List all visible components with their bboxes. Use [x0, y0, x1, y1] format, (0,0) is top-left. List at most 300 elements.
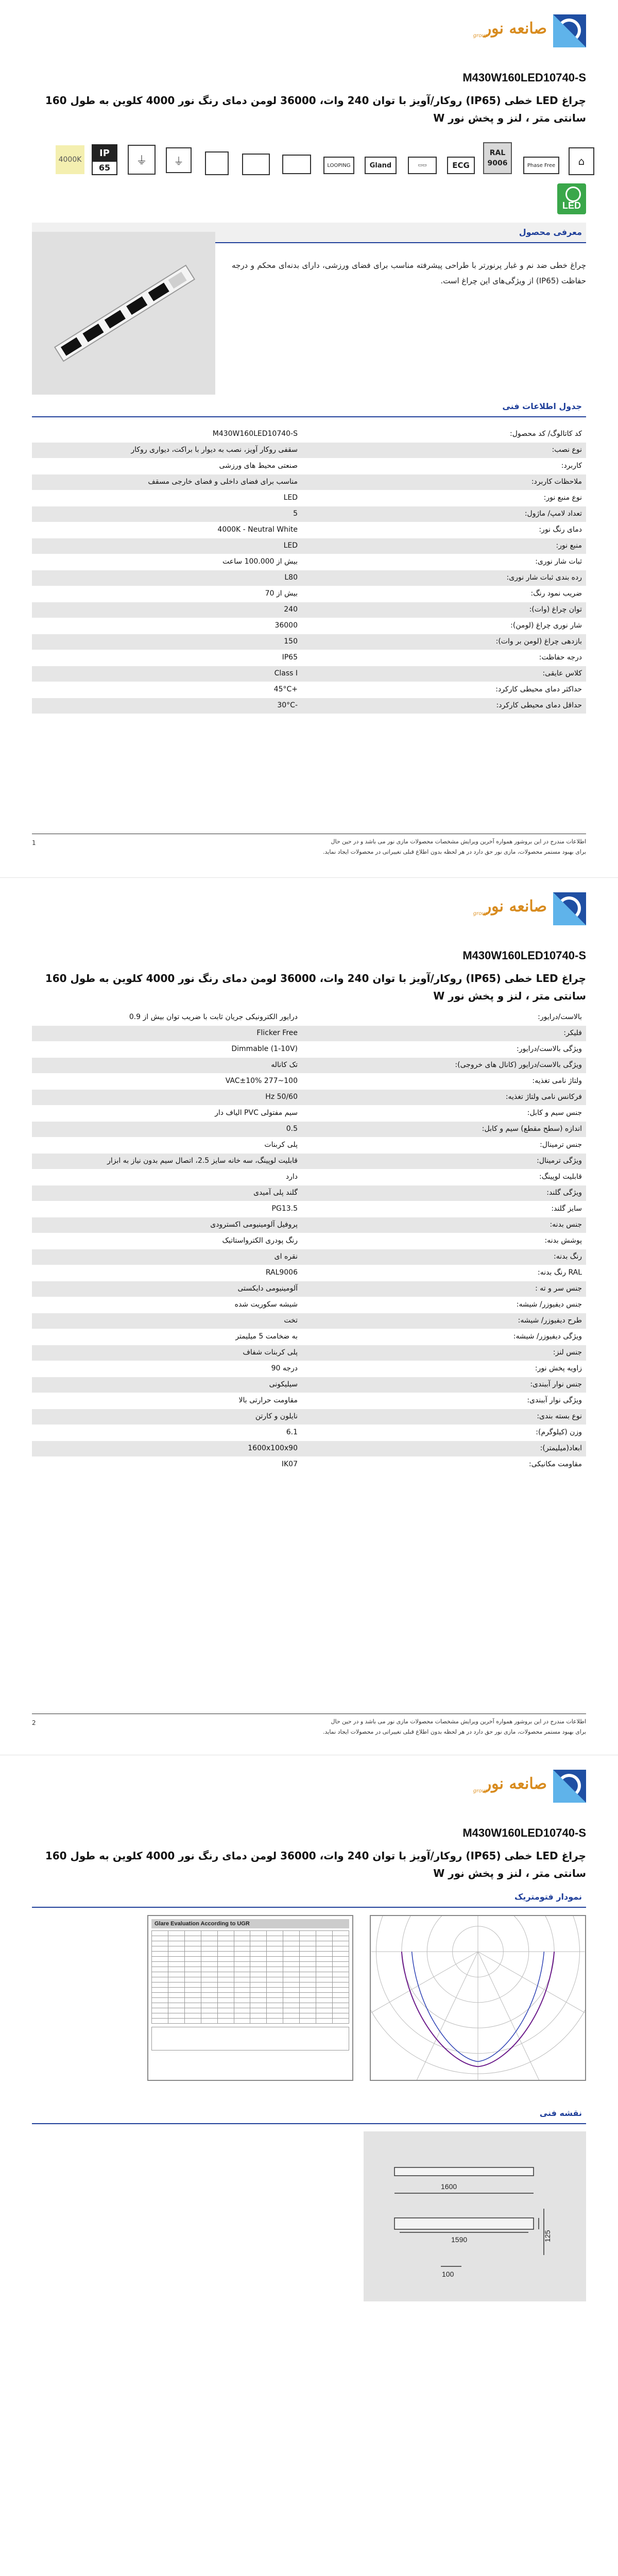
product-code: M430W160LED10740-S: [462, 71, 586, 84]
glare-cell: [234, 1941, 250, 1946]
glare-cell: [201, 2003, 217, 2008]
spec-value: قابلیت لوپینگ، سه خانه سایز 2.5، اتصال سیم بدون نیاز به ابزار: [107, 1157, 298, 1165]
glare-cell: [316, 1998, 333, 2003]
glare-cell: [217, 2003, 234, 2008]
spec-label: ابعاد(میلیمتر):: [540, 1444, 582, 1452]
glare-row: [152, 1993, 349, 1998]
glare-cell: [283, 1936, 300, 1941]
glare-cell: [267, 1988, 283, 1993]
spec-label: ضریب نمود رنگ:: [530, 589, 582, 598]
spec-row: [32, 1233, 586, 1249]
glare-cell: [168, 1993, 184, 1998]
glare-cell: [267, 1946, 283, 1952]
brand-tagline: group: [473, 33, 488, 39]
glare-cell: [184, 1946, 201, 1952]
spec-row: [32, 1026, 586, 1042]
spec-label: نوع نصب:: [552, 446, 582, 454]
phase-free-icon: Phase Free: [523, 157, 559, 174]
glare-cell: [267, 1977, 283, 1982]
spec-label: حداقل دمای محیطی کارکرد:: [496, 701, 582, 709]
glare-cell: [184, 1936, 201, 1941]
technical-drawing: [364, 2131, 586, 2301]
led-icon: LED: [557, 183, 586, 214]
glare-table-title: Glare Evaluation According to UGR: [151, 1919, 349, 1928]
glare-cell: [201, 1931, 217, 1936]
glare-cell: [250, 2013, 267, 2019]
spec-value: L80: [284, 573, 298, 582]
spec-row: [32, 1122, 586, 1138]
glare-cell: [217, 1946, 234, 1952]
glare-cell: [201, 1936, 217, 1941]
glare-cell: [217, 2019, 234, 2024]
spec-value: 100~277 VAC±10%: [225, 1077, 298, 1085]
spec-row: [32, 490, 586, 506]
glare-row: [152, 1967, 349, 1972]
spec-row: [32, 1170, 586, 1185]
glare-cell: [300, 1982, 316, 1988]
spec-label: RAL رنگ بدنه:: [538, 1268, 582, 1277]
looping-icon: LOOPING: [323, 157, 354, 174]
glare-cell: [300, 1931, 316, 1936]
spec-label: اندازه (سطح مقطع) سیم و کابل:: [482, 1125, 582, 1133]
glare-cell: [168, 2013, 184, 2019]
section-photometric: [32, 1887, 586, 1908]
spec-value: درجه 90: [271, 1364, 298, 1372]
glare-cell: [283, 2019, 300, 2024]
glare-grid: [151, 1930, 349, 2024]
glare-cell: [283, 1982, 300, 1988]
glare-cell: [300, 1998, 316, 2003]
glare-cell: [217, 1998, 234, 2003]
glare-cell: [250, 1967, 267, 1972]
spec-value: پروفیل آلومینیومی اکسترودی: [210, 1221, 298, 1229]
glare-cell: [283, 1977, 300, 1982]
glare-row: [152, 1952, 349, 1957]
spec-label: ویژگی بالاست/درایور (کانال های خروجی):: [455, 1061, 582, 1069]
glare-cell: [234, 2003, 250, 2008]
spec-table-2: [32, 1010, 586, 1473]
spec-row: [32, 1425, 586, 1441]
spec-label: ویژگی ترمینال:: [537, 1157, 582, 1165]
spec-value: نایلون و کارتن: [255, 1412, 298, 1420]
glare-cell: [217, 2008, 234, 2013]
spec-value: درایور الکترونیکی جریان ثابت با ضریب توان بیش از 0.9: [129, 1013, 298, 1021]
spec-value: سیلیکونی: [269, 1380, 298, 1388]
glare-cell: [152, 2019, 168, 2024]
spec-value: IP65: [282, 653, 298, 662]
glare-cell: [184, 1962, 201, 1967]
glare-cell: [250, 2008, 267, 2013]
glare-cell: [168, 1962, 184, 1967]
glare-cell: [201, 2008, 217, 2013]
glare-row: [152, 2013, 349, 2019]
spec-label: بالاست/درایور:: [538, 1013, 582, 1021]
glare-cell: [300, 1952, 316, 1957]
spec-label: توان چراغ (وات):: [529, 605, 582, 614]
glare-cell: [283, 1957, 300, 1962]
brand-wordmark: صانعه نور: [484, 897, 547, 916]
light-source-icon: ▭▭: [408, 157, 437, 174]
spec-label: شار نوری چراغ (لومن):: [510, 621, 582, 630]
spec-value: 240: [284, 605, 298, 614]
glare-cell: [283, 1993, 300, 1998]
spec-value: تک کاناله: [271, 1061, 298, 1069]
glare-cell: [201, 1941, 217, 1946]
glare-cell: [316, 1941, 333, 1946]
glare-cell: [332, 1972, 349, 1977]
spec-row: [32, 570, 586, 586]
spec-value: PG13.5: [271, 1205, 298, 1213]
spec-value: سیم مفتولی PVC الیاف دار: [215, 1109, 298, 1117]
glare-cell: [217, 1936, 234, 1941]
spec-label: وزن (کیلوگرم):: [536, 1428, 582, 1436]
footer-note-2: برای بهبود مستمر محصولات، مازی نور حق دارد در هر لحظه بدون اطلاع قبلی تغییراتی در محصولات ایجاد نماید.: [323, 849, 586, 855]
spec-label: بازدهی چراغ (لومن بر وات):: [495, 637, 582, 646]
mount-icon: [282, 155, 311, 174]
product-code: M430W160LED10740-S: [462, 949, 586, 962]
spec-label: کلاس عایقی:: [542, 669, 582, 677]
glare-cell: [234, 1946, 250, 1952]
glare-cell: [168, 2008, 184, 2013]
glare-cell: [332, 1952, 349, 1957]
glare-cell: [283, 1967, 300, 1972]
header: [32, 892, 586, 929]
pendant-icon: [242, 154, 270, 175]
glare-cell: [152, 1998, 168, 2003]
glare-cell: [184, 1972, 201, 1977]
glare-cell: [168, 1936, 184, 1941]
brand-wordmark: صانعه نور: [484, 20, 547, 38]
spec-value: مناسب برای فضای داخلی و فضای خارجی مسقف: [148, 478, 298, 486]
glare-cell: [283, 1952, 300, 1957]
glare-cell: [234, 2013, 250, 2019]
spec-row: [32, 1313, 586, 1329]
glare-cell: [250, 1982, 267, 1988]
intro-description: چراغ خطی ضد نم و غبار پرنورتر با طراحی پیشرفته مناسب برای فضای ورزشی، دارای بدنه‌ای محکم و درجه حفاظت (IP65) از ویژگی‌های این چراغ است.: [232, 261, 586, 285]
spec-row: [32, 1010, 586, 1026]
glare-cell: [201, 1998, 217, 2003]
glare-cell: [300, 2003, 316, 2008]
spec-label: ملاحظات کاربرد:: [531, 478, 582, 486]
glare-cell: [152, 2013, 168, 2019]
glare-cell: [316, 1967, 333, 1972]
glare-cell: [267, 1993, 283, 1998]
glare-cell: [267, 1982, 283, 1988]
spec-value: دارد: [285, 1173, 298, 1181]
spec-label: نوع منبع نور:: [543, 494, 582, 502]
glare-cell: [184, 1931, 201, 1936]
glare-cell: [300, 1946, 316, 1952]
spec-row: [32, 634, 586, 650]
glare-cell: [332, 1962, 349, 1967]
glare-cell: [201, 1982, 217, 1988]
glare-row: [152, 2019, 349, 2024]
spec-value: پلی کربنات شفاف: [243, 1348, 298, 1357]
glare-cell: [250, 1957, 267, 1962]
glare-table: [147, 1915, 353, 2081]
glare-cell: [332, 1993, 349, 1998]
glare-cell: [316, 2003, 333, 2008]
spec-label: فلیکر:: [563, 1029, 582, 1037]
spec-value: Class I: [274, 669, 298, 677]
glare-cell: [283, 2013, 300, 2019]
class-icon: ⏚: [166, 147, 192, 173]
glare-cell: [267, 1998, 283, 2003]
glare-cell: [201, 1993, 217, 1998]
glare-cell: [201, 1988, 217, 1993]
glare-cell: [168, 1967, 184, 1972]
spec-row: [32, 1393, 586, 1409]
spec-value: 36000: [274, 621, 298, 630]
glare-row: [152, 2008, 349, 2013]
spec-value: LED: [283, 541, 298, 550]
glare-cell: [152, 1962, 168, 1967]
spec-value: صنعتی محیط های ورزشی: [219, 462, 298, 470]
glare-cell: [184, 1993, 201, 1998]
glare-row: [152, 1982, 349, 1988]
spec-row: [32, 1042, 586, 1058]
glare-cell: [152, 1952, 168, 1957]
glare-cell: [152, 1967, 168, 1972]
glare-cell: [184, 1967, 201, 1972]
spec-label: جنس لنز:: [553, 1348, 582, 1357]
spec-row: [32, 443, 586, 459]
spec-label: ویژگی گلند:: [546, 1189, 582, 1197]
glare-cell: [201, 1957, 217, 1962]
glare-cell: [217, 1962, 234, 1967]
glare-cell: [184, 2019, 201, 2024]
spec-label: حداکثر دمای محیطی کارکرد:: [495, 685, 582, 693]
glare-cell: [283, 1946, 300, 1952]
glare-cell: [184, 2008, 201, 2013]
brand-wordmark: صانعه نور: [484, 1775, 547, 1793]
glare-cell: [168, 1988, 184, 1993]
glare-cell: [332, 2003, 349, 2008]
glare-cell: [283, 2008, 300, 2013]
footer-note: اطلاعات مندرج در این بروشور همواره آخرین ویرایش مشخصات محصولات مازی نور می باشد و در حین حال: [331, 838, 586, 845]
glare-cell: [234, 1962, 250, 1967]
glare-cell: [184, 1957, 201, 1962]
spec-value: 150: [284, 637, 298, 646]
spec-row: [32, 1409, 586, 1425]
spec-value: رنگ پودری الکترواستاتیک: [222, 1236, 298, 1245]
spec-row: [32, 682, 586, 698]
spec-label: ثبات شار نوری:: [535, 557, 582, 566]
spec-row: [32, 474, 586, 490]
glare-row: [152, 1931, 349, 1936]
glare-cell: [184, 1952, 201, 1957]
spec-value: +45°C: [273, 685, 298, 693]
spec-row: [32, 650, 586, 666]
glare-cell: [168, 1977, 184, 1982]
glare-cell: [250, 1941, 267, 1946]
spec-value: 4000K - Neutral White: [217, 526, 298, 534]
glare-cell: [267, 1931, 283, 1936]
glare-cell: [250, 2019, 267, 2024]
spec-row: [32, 1457, 586, 1473]
glare-row: [152, 1977, 349, 1982]
glare-cell: [250, 1993, 267, 1998]
spec-label: منبع نور:: [556, 541, 582, 550]
glare-cell: [267, 2013, 283, 2019]
spec-row: [32, 1058, 586, 1074]
glare-cell: [332, 1982, 349, 1988]
glare-cell: [316, 1946, 333, 1952]
spec-row: [32, 1074, 586, 1090]
product-title: چراغ LED خطی (IP65) روکار/آویز با توان 240 وات، 36000 لومن دمای رنگ نور 4000 کلوین به طول 160 سانتی متر ، لنز و پخش نور W: [45, 94, 586, 124]
glare-cell: [168, 1998, 184, 2003]
glare-cell: [250, 1936, 267, 1941]
spec-value: سقفی روکار آویز، نصب به دیوار با براکت، دیواری روکار: [131, 446, 298, 454]
section-divider: [32, 1907, 586, 1908]
glare-cell: [283, 1988, 300, 1993]
spec-row: [32, 1138, 586, 1154]
glare-cell: [267, 2008, 283, 2013]
spec-row: [32, 538, 586, 554]
glare-cell: [234, 1936, 250, 1941]
glare-cell: [234, 1998, 250, 2003]
glare-cell: [168, 1972, 184, 1977]
glare-row: [152, 1988, 349, 1993]
spec-row: [32, 522, 586, 538]
product-title: چراغ LED خطی (IP65) روکار/آویز با توان 240 وات، 36000 لومن دمای رنگ نور 4000 کلوین به طول 160 سانتی متر ، لنز و پخش نور W: [45, 1850, 586, 1879]
spec-table-1: [32, 427, 586, 714]
spec-label: ویژگی نوار آببندی:: [527, 1396, 582, 1404]
glare-cell: [152, 2008, 168, 2013]
dim-inner: 1590: [451, 2235, 468, 2244]
glare-cell: [250, 1952, 267, 1957]
glare-row: [152, 1998, 349, 2003]
ecg-icon: ECG: [447, 157, 475, 174]
ip-icon: [92, 144, 117, 175]
glare-cell: [168, 2003, 184, 2008]
ral-number: 9006: [487, 159, 508, 167]
glare-cell: [217, 1967, 234, 1972]
glare-cell: [250, 1946, 267, 1952]
spec-label: جنس نوار آببندی:: [530, 1380, 582, 1388]
glare-row: [152, 1941, 349, 1946]
glare-cell: [267, 2003, 283, 2008]
spec-value: 5: [293, 510, 298, 518]
spec-label: کد کاتالوگ/ کد محصول:: [509, 430, 582, 438]
glare-cell: [152, 1931, 168, 1936]
glare-cell: [168, 1957, 184, 1962]
earth-icon: ⏚: [128, 145, 156, 175]
glare-row: [152, 1962, 349, 1967]
glare-cell: [234, 1977, 250, 1982]
glare-cell: [201, 1962, 217, 1967]
feature-icons: [56, 140, 586, 183]
glare-cell: [267, 1962, 283, 1967]
surface-icon: [205, 151, 229, 175]
glare-cell: [168, 1941, 184, 1946]
glare-cell: [201, 2019, 217, 2024]
spec-value: بیش از 100.000 ساعت: [222, 557, 298, 566]
spec-value: M430W160LED10740-S: [212, 430, 298, 438]
glare-cell: [332, 1941, 349, 1946]
glare-cell: [300, 1967, 316, 1972]
glare-cell: [201, 2013, 217, 2019]
glare-cell: [267, 1936, 283, 1941]
glare-cell: [316, 2008, 333, 2013]
spec-row: [32, 1361, 586, 1377]
glare-cell: [217, 1931, 234, 1936]
glare-cell: [332, 1936, 349, 1941]
footer: [32, 834, 586, 865]
glare-cell: [316, 1957, 333, 1962]
glare-cell: [217, 2013, 234, 2019]
spec-label: ولتاژ نامی تغذیه:: [532, 1077, 582, 1085]
glare-cell: [250, 2003, 267, 2008]
glare-cell: [250, 1931, 267, 1936]
ip-number: 65: [98, 163, 111, 173]
spec-row: [32, 1090, 586, 1106]
glare-cell: [332, 2013, 349, 2019]
glare-cell: [184, 1977, 201, 1982]
spec-row: [32, 618, 586, 634]
spec-label: جنس بدنه:: [550, 1221, 582, 1229]
glare-cell: [316, 1936, 333, 1941]
glare-cell: [152, 1988, 168, 1993]
spec-row: [32, 1185, 586, 1201]
spec-label: نوع بسته بندی:: [537, 1412, 582, 1420]
glare-cell: [217, 1988, 234, 1993]
spec-value: -30°C: [277, 701, 298, 709]
section-divider: [32, 416, 586, 417]
glare-cell: [234, 1972, 250, 1977]
spec-label: جنس سر و ته :: [535, 1284, 582, 1293]
dim-length: 1600: [441, 2182, 457, 2191]
spec-value: 6.1: [286, 1428, 298, 1436]
glare-row: [152, 1957, 349, 1962]
spec-value: Dimmable (1-10V): [231, 1045, 298, 1053]
glare-cell: [152, 1977, 168, 1982]
glare-cell: [234, 1931, 250, 1936]
glare-cell: [217, 1993, 234, 1998]
glare-footer: [151, 2027, 349, 2050]
glare-cell: [300, 1941, 316, 1946]
glare-cell: [234, 1982, 250, 1988]
glare-cell: [283, 1941, 300, 1946]
spec-row: [32, 666, 586, 682]
spec-row: [32, 1201, 586, 1217]
glare-cell: [267, 1952, 283, 1957]
glare-cell: [152, 1941, 168, 1946]
spec-row: [32, 1154, 586, 1170]
brand-logo: [553, 1770, 586, 1803]
spec-label: رده بندی ثبات شار نوری:: [506, 573, 582, 582]
glare-cell: [316, 2013, 333, 2019]
dim-width: 100: [442, 2270, 454, 2278]
spec-row: [32, 1441, 586, 1457]
glare-row: [152, 1936, 349, 1941]
spec-label: طرح دیفیوزر/ شیشه:: [518, 1316, 582, 1325]
glare-cell: [234, 1952, 250, 1957]
glare-cell: [283, 1998, 300, 2003]
ral-icon: [483, 142, 512, 174]
glare-cell: [300, 1993, 316, 1998]
glare-cell: [152, 2003, 168, 2008]
spec-value: Flicker Free: [256, 1029, 298, 1037]
glare-cell: [267, 1967, 283, 1972]
glare-cell: [184, 1988, 201, 1993]
glare-cell: [267, 1941, 283, 1946]
brand-tagline: group: [473, 911, 488, 917]
glare-cell: [201, 1972, 217, 1977]
spec-label: زاویه پخش نور:: [535, 1364, 582, 1372]
spec-label: ویژگی بالاست/درایور:: [517, 1045, 582, 1053]
page-number: 2: [32, 1719, 36, 1726]
